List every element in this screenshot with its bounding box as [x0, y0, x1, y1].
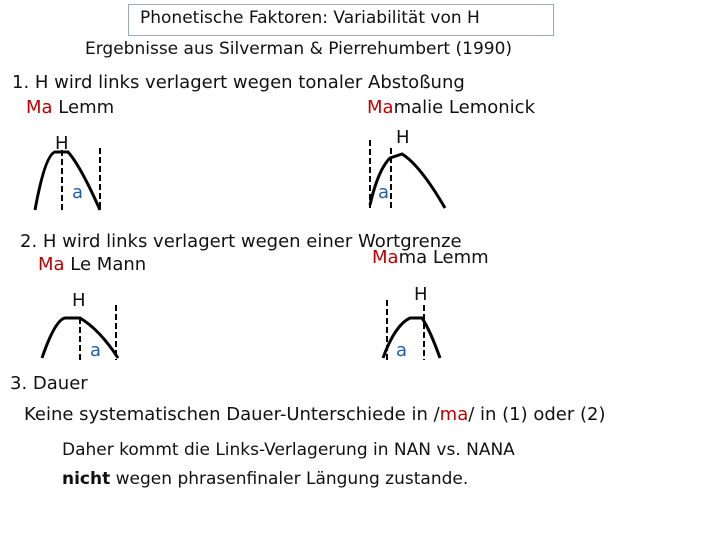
section1-right-highlight: Ma — [367, 97, 394, 118]
section3-heading: 3. Dauer — [10, 373, 88, 394]
section2-right-highlight: Ma — [372, 247, 399, 268]
section2-right-rest: ma Lemm — [398, 247, 489, 268]
section1-right-vowel: a — [378, 182, 390, 203]
section1-left-tone: H — [55, 133, 69, 154]
section3-line-after: / in (1) oder (2) — [468, 404, 606, 425]
section3-note-rest: wegen phrasenfinaler Längung zustande. — [110, 469, 469, 489]
section1-left-highlight: Ma — [26, 97, 53, 118]
section1-heading: 1. H wird links verlagert wegen tonaler Abstoßung — [12, 72, 465, 93]
section2-left-tone: H — [72, 290, 86, 311]
section2-left-highlight: Ma — [38, 254, 65, 275]
section3-line-highlight: ma — [439, 404, 469, 425]
section2-right-contour — [383, 300, 440, 360]
section1-right-rest: malie Lemonick — [393, 97, 535, 118]
section1-left-vowel: a — [72, 182, 84, 203]
section1-left-rest: Lemm — [52, 97, 115, 118]
section1-left-contour — [35, 148, 100, 210]
section2-left-example — [38, 254, 146, 275]
slide-subtitle: Ergebnisse aus Silverman & Pierrehumbert (1990) — [85, 39, 513, 59]
section2-left-contour — [42, 305, 118, 360]
section3-note-line2 — [62, 469, 468, 489]
section2-heading: 2. H wird links verlagert wegen einer Wortgrenze — [20, 231, 462, 252]
section2-left-vowel: a — [90, 340, 102, 361]
section2-right-vowel: a — [396, 340, 408, 361]
section1-right-tone: H — [396, 127, 410, 148]
section2-left-rest: Le Mann — [64, 254, 147, 275]
section3-duration-line — [24, 404, 606, 425]
slide-title: Phonetische Faktoren: Variabilität von H — [140, 8, 480, 28]
section2-right-example — [372, 247, 489, 268]
section3-line-before: Keine systematischen Dauer-Unterschiede in / — [24, 404, 440, 425]
section2-right-tone: H — [414, 284, 428, 305]
section3-note-line1: Daher kommt die Links-Verlagerung in NAN vs. NANA — [62, 440, 515, 460]
section3-note-bold: nicht — [62, 469, 111, 489]
